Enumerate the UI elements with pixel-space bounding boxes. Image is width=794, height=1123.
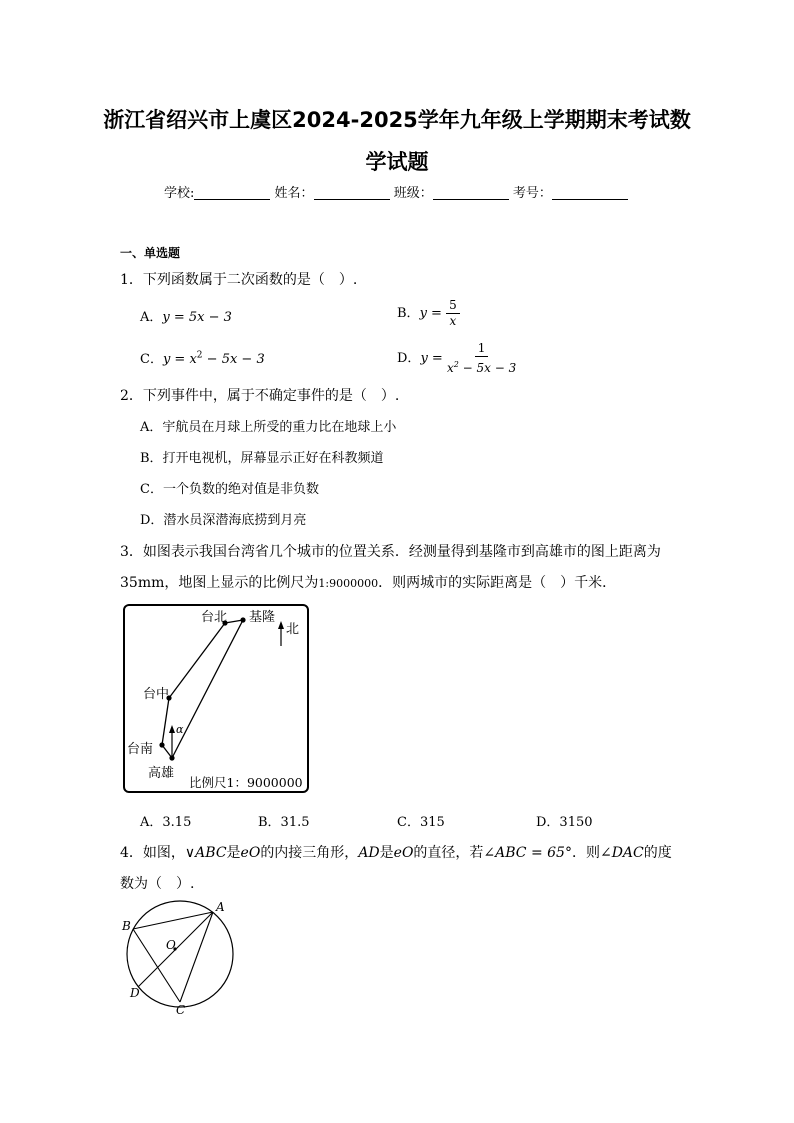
jilong-label: 基隆	[249, 610, 276, 625]
point-o-label: O	[166, 938, 176, 952]
tainan-label: 台南	[127, 742, 154, 757]
question-1-option-a: A．y = 5x − 3	[140, 310, 232, 325]
north-label: 北	[286, 622, 300, 637]
exam-number-label: 考号：	[512, 186, 552, 201]
class-blank[interactable]	[433, 185, 509, 200]
alpha-label: α	[176, 723, 184, 736]
class-label: 班级：	[393, 186, 433, 201]
name-label: 姓名：	[274, 186, 314, 201]
inscribed-triangle-figure	[118, 898, 248, 1022]
school-blank[interactable]	[194, 185, 270, 200]
point-b-label: B	[122, 919, 131, 933]
question-2-option-b: B．打开电视机，屏幕显示正好在科教频道	[140, 451, 384, 466]
point-c-label: C	[176, 1003, 186, 1017]
question-1-option-c: C．$y = x^2 - 5x - 3$	[140, 350, 265, 367]
exam-number-blank[interactable]	[552, 185, 628, 200]
fraction: $\frac{1}{x^2 - 5x - 3}$	[446, 341, 517, 375]
gaoxiong-point	[169, 755, 174, 760]
question-2-option-c: C．一个负数的绝对值是非负数	[140, 482, 319, 497]
school-label: 学校:	[164, 186, 195, 201]
point-d-label: D	[130, 986, 140, 1000]
scale-label: 比例尺1：9000000	[189, 775, 303, 790]
student-info-row	[164, 182, 628, 201]
question-3-stem-line2: 35mm，地图上显示的比例尺为1:9000000．则两城市的实际距离是（ ）千米．	[120, 575, 617, 591]
taibei-label: 台北	[201, 610, 228, 625]
question-3-option-a: A．3.15	[140, 815, 192, 830]
jilong-point	[240, 617, 245, 622]
exam-title-line1: 浙江省绍兴市上虞区2024-2025学年九年级上学期期末考试数	[103, 108, 691, 132]
question-2-stem: 2．下列事件中，属于不确定事件的是（ ）.	[120, 388, 400, 404]
question-1-stem: 1．下列函数属于二次函数的是（ ）.	[120, 272, 358, 288]
question-2-option-a: A．宇航员在月球上所受的重力比在地球上小	[140, 420, 397, 435]
fraction: $\frac{5}{x}$	[446, 298, 460, 329]
question-3-stem-line1: 3．如图表示我国台湾省几个城市的位置关系．经测量得到基隆市到高雄市的图上距离为	[120, 544, 661, 560]
question-2-option-d: D．潜水员深潜海底捞到月亮	[140, 513, 307, 528]
question-4-stem-line2: 数为（ ）.	[120, 876, 195, 892]
question-3-option-b: B．31.5	[258, 815, 310, 830]
question-1-option-b: B．y = $\frac{5}{x}$	[397, 298, 460, 329]
question-1-option-d: D．y = $\frac{1}{x^2 - 5x - 3}$	[397, 341, 517, 375]
name-blank[interactable]	[314, 185, 390, 200]
section-heading: 一、单选题	[120, 246, 181, 260]
gaoxiong-label: 高雄	[148, 766, 175, 781]
question-3-option-d: D．3150	[536, 815, 593, 830]
question-3-option-c: C．315	[397, 815, 445, 830]
question-4-stem-line1: 4．如图，∨ABC是eO的内接三角形，AD是eO的直径，若∠ABC = 65°．则∠DAC的度	[120, 845, 672, 861]
exam-title-line2: 学试题	[365, 150, 429, 174]
taiwan-cities-map	[123, 604, 309, 793]
point-a-label: A	[216, 900, 225, 914]
tainan-point	[159, 742, 164, 747]
taizhong-label: 台中	[143, 687, 170, 702]
